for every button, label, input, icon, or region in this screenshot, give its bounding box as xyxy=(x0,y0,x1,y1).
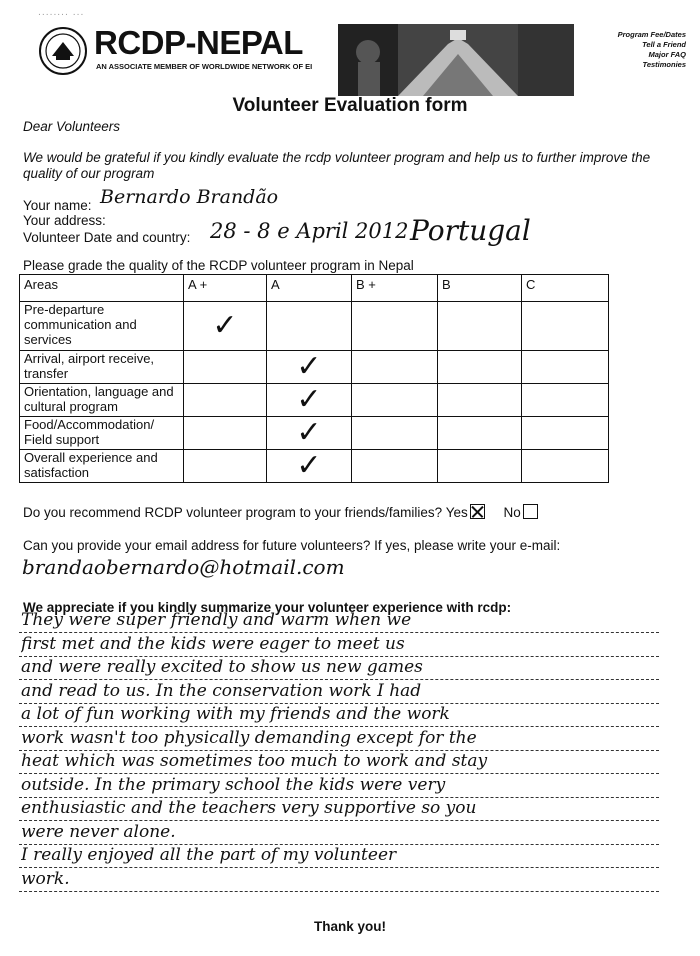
grade-cell[interactable] xyxy=(352,351,438,384)
grade-cell[interactable] xyxy=(352,417,438,450)
date-label: Volunteer Date and country: xyxy=(23,230,191,245)
member-line: AN ASSOCIATE MEMBER OF WORLDWIDE NETWORK OF EI xyxy=(96,62,313,71)
grade-cell[interactable] xyxy=(522,384,609,417)
summary-line: a lot of fun working with my friends and the work xyxy=(21,704,450,724)
address-label: Your address: xyxy=(23,213,106,228)
grade-cell[interactable] xyxy=(184,450,267,483)
grade-row-area: Food/Accommodation/ Field support xyxy=(20,417,184,450)
grade-cell[interactable] xyxy=(522,351,609,384)
email-question: Can you provide your email address for future volunteers? If yes, please write your e-mail: xyxy=(23,538,561,553)
grade-cell[interactable] xyxy=(267,384,352,417)
check-mark-icon: ✓ xyxy=(296,382,322,417)
grade-cell[interactable] xyxy=(267,351,352,384)
ruled-line xyxy=(19,891,659,892)
circular-seal-icon xyxy=(38,26,88,76)
col-header-c: C xyxy=(522,275,609,302)
name-value[interactable]: Bernardo Brandão xyxy=(100,186,279,208)
grade-cell[interactable] xyxy=(267,417,352,450)
brand-name: RCDP-NEPAL xyxy=(94,24,303,61)
grade-cell[interactable] xyxy=(438,417,522,450)
summary-line: were never alone. xyxy=(21,821,176,842)
grade-row xyxy=(20,351,609,384)
nav-links xyxy=(618,30,686,70)
email-value[interactable]: brandaobernardo@hotmail.com xyxy=(22,555,345,579)
grade-cell[interactable] xyxy=(184,384,267,417)
no-label: No xyxy=(503,505,521,520)
grade-cell[interactable] xyxy=(352,450,438,483)
grade-caption: Please grade the quality of the RCDP volunteer program in Nepal xyxy=(23,258,414,273)
summary-line: and were really excited to show us new games xyxy=(21,657,423,677)
name-label: Your name: xyxy=(23,198,92,213)
check-mark-icon: ✓ xyxy=(296,415,322,450)
grade-cell[interactable] xyxy=(267,302,352,351)
grade-cell[interactable] xyxy=(184,302,267,351)
grade-cell[interactable] xyxy=(522,302,609,351)
summary-line: work wasn't too physically demanding except for the xyxy=(21,727,477,748)
scan-mark: ........ ... xyxy=(38,8,85,18)
yes-checkbox[interactable] xyxy=(470,504,485,519)
summary-line: work. xyxy=(21,868,70,889)
summary-lines[interactable] xyxy=(19,610,659,900)
date-value[interactable]: 28 - 8 e April 2012 xyxy=(210,219,409,243)
grade-row-area: Pre-departure communication and services xyxy=(20,302,184,351)
nav-link-tell-friend[interactable]: Tell a Friend xyxy=(642,40,686,49)
col-header-a-plus: A + xyxy=(184,275,267,302)
nav-link-fee[interactable]: Program Fee/Dates xyxy=(617,30,686,39)
grade-cell[interactable] xyxy=(184,351,267,384)
grade-row-area: Orientation, language and cultural program xyxy=(20,384,184,417)
grade-cell[interactable] xyxy=(522,417,609,450)
summary-line: enthusiastic and the teachers very supportive so you xyxy=(21,798,477,818)
summary-line: I really enjoyed all the part of my volunteer xyxy=(21,845,397,865)
grade-row xyxy=(20,417,609,450)
recommend-row xyxy=(23,504,538,520)
grade-row xyxy=(20,450,609,483)
col-header-b: B xyxy=(438,275,522,302)
summary-line: outside. In the primary school the kids were very xyxy=(21,774,446,795)
grade-cell[interactable] xyxy=(522,450,609,483)
greeting: Dear Volunteers xyxy=(23,119,121,134)
grade-row xyxy=(20,384,609,417)
nav-link-faq[interactable]: Major FAQ xyxy=(648,50,686,59)
grade-cell[interactable] xyxy=(438,351,522,384)
nav-link-testimonies[interactable]: Testimonies xyxy=(642,60,686,69)
check-mark-icon: ✓ xyxy=(296,448,322,483)
form-title: Volunteer Evaluation form xyxy=(232,95,468,116)
grade-cell[interactable] xyxy=(438,384,522,417)
temple-photo-icon xyxy=(338,24,574,96)
intro-text: We would be grateful if you kindly evaluate the rcdp volunteer program and help us to further improve the quality of our program xyxy=(23,150,651,181)
summary-line: and read to us. In the conservation work I had xyxy=(21,680,422,701)
grade-cell[interactable] xyxy=(352,384,438,417)
recommend-question: Do you recommend RCDP volunteer program to your friends/families? xyxy=(23,505,443,520)
grade-cell[interactable] xyxy=(438,302,522,351)
summary-line: first met and the kids were eager to meet us xyxy=(21,633,405,654)
col-header-b-plus: B + xyxy=(352,275,438,302)
check-mark-icon: ✓ xyxy=(212,308,238,343)
grade-table xyxy=(19,274,609,483)
thank-you: Thank you! xyxy=(313,919,386,934)
summary-line: They were super friendly and warm when we xyxy=(21,610,412,630)
summary-prompt: We appreciate if you kindly summarize your volunteer experience with rcdp: xyxy=(23,600,512,615)
grade-cell[interactable] xyxy=(438,450,522,483)
grade-row-area: Overall experience and satisfaction xyxy=(20,450,184,483)
summary-line: heat which was sometimes too much to work and stay xyxy=(21,751,488,771)
grade-cell[interactable] xyxy=(267,450,352,483)
col-header-a: A xyxy=(267,275,352,302)
country-value[interactable]: Portugal xyxy=(410,214,531,247)
no-checkbox[interactable] xyxy=(523,504,538,519)
grade-table-header xyxy=(20,275,609,302)
grade-row-area: Arrival, airport receive, transfer xyxy=(20,351,184,384)
grade-cell[interactable] xyxy=(184,417,267,450)
grade-cell[interactable] xyxy=(352,302,438,351)
col-header-areas: Areas xyxy=(20,275,184,302)
check-mark-icon: ✓ xyxy=(296,349,322,384)
yes-label: Yes xyxy=(445,505,468,520)
grade-row xyxy=(20,302,609,351)
